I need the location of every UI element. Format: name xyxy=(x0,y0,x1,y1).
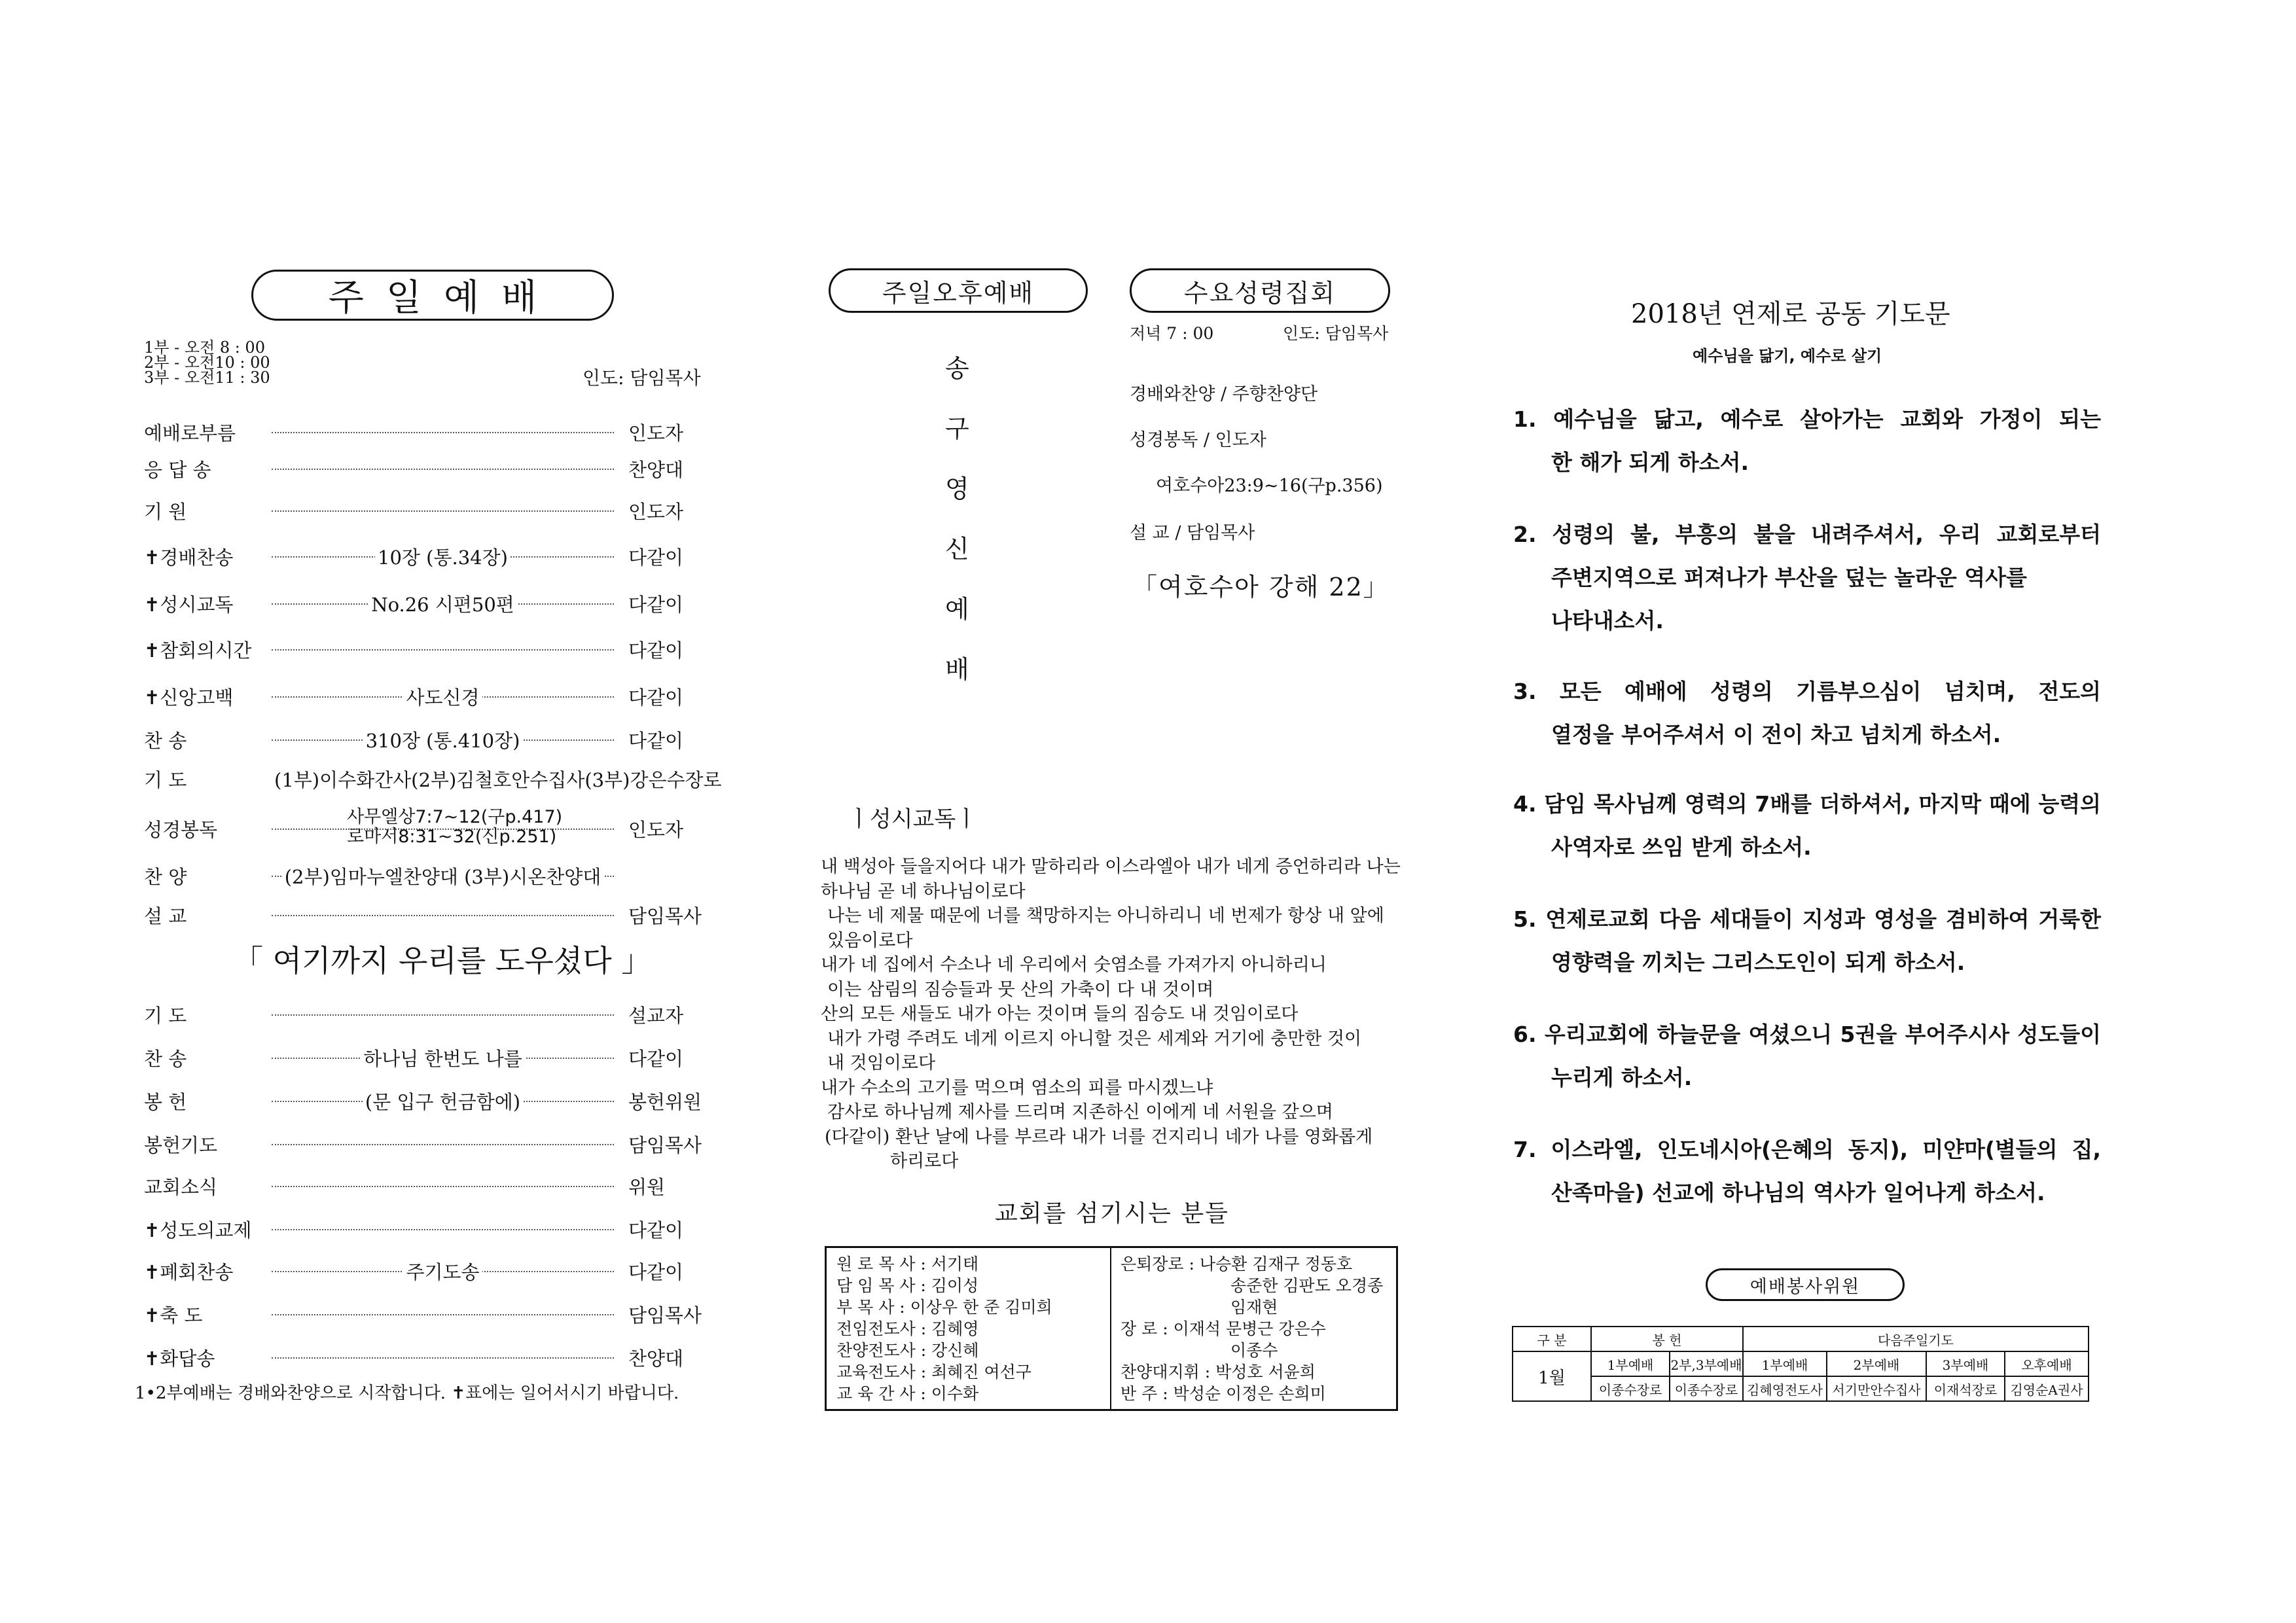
order-label: 응 답 송 xyxy=(144,459,211,481)
duty-subheader: 2부예배 xyxy=(1827,1351,1926,1376)
duty-table xyxy=(1512,1326,2089,1402)
order-row xyxy=(144,1216,726,1242)
order-row xyxy=(144,1088,726,1114)
order-detail xyxy=(272,1088,614,1115)
order-dotted-leader xyxy=(272,1014,614,1016)
duty-title: 예배봉사위원 xyxy=(1749,1276,1861,1297)
order-detail xyxy=(272,766,722,793)
order-role: 다같이 xyxy=(628,1219,684,1241)
order-row xyxy=(144,1258,726,1284)
order-label: ✝경배찬송 xyxy=(144,546,234,569)
order-row xyxy=(144,497,726,524)
reading-line: 내가 가령 주려도 네게 이르지 아니할 것은 세계와 거기에 충만한 것이 xyxy=(827,1028,1362,1049)
staff-entry: 반 주 : 박성순 이정은 손희미 xyxy=(1121,1384,1326,1403)
order-role: 다같이 xyxy=(628,546,684,569)
wednesday-line: 여호수아23:9~16(구p.356) xyxy=(1156,476,1383,496)
duty-subheader: 1부예배 xyxy=(1743,1351,1827,1376)
wednesday-line: 경배와찬양 / 주향찬양단 xyxy=(1130,384,1318,404)
staff-entry: 이종수 xyxy=(1230,1341,1278,1360)
reading-line: 나는 네 제물 때문에 너를 책망하지는 아니하리니 네 번제가 항상 내 앞에 xyxy=(827,906,1384,926)
order-row xyxy=(144,902,726,928)
prayer-item xyxy=(1513,513,2101,643)
order-detail-text: (1부)이수화간사(2부)김철호안수집사(3부)강은수장로 xyxy=(272,769,725,791)
staff-entry: 원 로 목 사 : 서기태 xyxy=(836,1255,979,1274)
order-role: 담임목사 xyxy=(628,1304,702,1327)
order-role: 다같이 xyxy=(628,639,684,662)
footnote: 1•2부예배는 경배와찬양으로 시작합니다. ✝표에는 일어서시기 바랍니다. xyxy=(135,1383,679,1403)
duty-subheader: 2부,3부예배 xyxy=(1670,1351,1743,1376)
duty-name: 서기만안수집사 xyxy=(1827,1376,1926,1401)
prayer-line: 7. 이스라엘, 인도네시아(은혜의 동지), 미얀마(별들의 집, xyxy=(1513,1137,2101,1162)
wednesday-time: 저녁 7 : 00 xyxy=(1130,324,1214,343)
order-row xyxy=(144,1001,726,1027)
order-label: ✝폐회찬송 xyxy=(144,1261,234,1283)
order-detail xyxy=(272,1258,614,1285)
order-row xyxy=(144,1044,726,1071)
order-label: 찬 양 xyxy=(144,866,187,888)
prayer-line: 주변지역으로 퍼져나가 부산을 덮는 놀라운 역사를 xyxy=(1551,565,2027,590)
wednesday-line: 설 교 / 담임목사 xyxy=(1130,523,1255,543)
afternoon-vertical-char: 배 xyxy=(945,655,969,684)
order-label: ✝성시교독 xyxy=(144,594,234,616)
order-label: 기 원 xyxy=(144,501,187,523)
order-label: 찬 송 xyxy=(144,730,187,752)
prayer-item xyxy=(1513,398,2101,484)
staff-entry: 담 임 목 사 : 김이성 xyxy=(836,1276,979,1295)
afternoon-vertical-char: 예 xyxy=(945,595,969,624)
staff-title: 교회를 섬기시는 분들 xyxy=(995,1200,1229,1227)
prayer-line: 열정을 부어주셔서 이 전이 차고 넘치게 하소서. xyxy=(1551,722,2001,747)
wednesday-title: 수요성령집회 xyxy=(1183,278,1336,308)
reading-line: 내 백성아 들을지어다 내가 말하리라 이스라엘아 내가 네게 증언하리라 나는 xyxy=(821,857,1401,877)
staff-entry: 전임전도사 : 김혜영 xyxy=(836,1319,979,1338)
reading-line: 내 것임이로다 xyxy=(827,1053,936,1073)
responsive-reading-title: ㅣ성시교독ㅣ xyxy=(848,806,978,832)
order-row xyxy=(144,1301,726,1327)
order-label: ✝화답송 xyxy=(144,1347,215,1370)
order-role: 찬양대 xyxy=(628,1347,684,1370)
duty-name: 김영순A권사 xyxy=(2005,1376,2089,1401)
afternoon-vertical-char: 송 xyxy=(945,354,969,383)
prayer-line: 6. 우리교회에 하늘문을 여셨으니 5권을 부어주시사 성도들이 xyxy=(1513,1022,2101,1047)
order-role: 찬양대 xyxy=(628,459,684,481)
order-detail xyxy=(347,808,614,847)
order-detail-text: 주기도송 xyxy=(403,1261,482,1283)
staff-entry: 찬양전도사 : 강신혜 xyxy=(836,1341,979,1360)
order-detail-text: 10장 (통.34장) xyxy=(375,546,511,569)
main-worship-title: 주일예배 xyxy=(328,277,560,319)
order-detail-text: 310장 (통.410장) xyxy=(363,730,523,752)
order-detail-line: 로마서8:31~32(신p.251) xyxy=(347,827,557,847)
wednesday-sermon: 「여호수아 강해 22」 xyxy=(1132,573,1390,601)
order-dotted-leader xyxy=(272,1229,614,1230)
duty-name: 김혜영전도사 xyxy=(1743,1376,1827,1401)
wednesday-title-box xyxy=(1130,268,1390,313)
order-row xyxy=(144,636,726,662)
afternoon-vertical-char: 영 xyxy=(945,474,969,503)
staff-entry: 장 로 : 이재석 문병근 강은수 xyxy=(1121,1319,1326,1338)
wednesday-leader: 인도: 담임목사 xyxy=(1283,324,1389,343)
order-dotted-leader xyxy=(272,1144,614,1145)
reading-line: (다같이) 환난 날에 나를 부르라 내가 너를 건지리니 네가 나를 영화롭게 xyxy=(825,1126,1373,1147)
prayer-line: 4. 담임 목사님께 영력의 7배를 더하셔서, 마지막 때에 능력의 xyxy=(1513,791,2101,817)
order-role: 담임목사 xyxy=(628,905,702,927)
order-row xyxy=(144,807,726,847)
prayer-item xyxy=(1513,1128,2101,1215)
afternoon-worship-title: 주일오후예배 xyxy=(882,278,1035,308)
order-row xyxy=(144,1344,726,1370)
duty-subheader: 3부예배 xyxy=(1926,1351,2005,1376)
order-role: 다같이 xyxy=(628,1048,684,1070)
reading-line: 하리로다 xyxy=(890,1151,959,1171)
order-detail-text: 사도신경 xyxy=(403,687,482,709)
order-dotted-leader xyxy=(272,649,614,651)
prayer-title: 2018년 연제로 공동 기도문 xyxy=(1631,299,1950,329)
order-label: 성경봉독 xyxy=(144,819,218,841)
service-time-2: 2부 - 오전10 : 00 xyxy=(144,353,270,372)
order-detail xyxy=(272,726,614,753)
service-times xyxy=(144,340,270,385)
service-time-3: 3부 - 오전11 : 30 xyxy=(144,368,270,387)
order-label: 설 교 xyxy=(144,905,187,927)
order-row xyxy=(144,590,726,616)
staff-entry: 찬양대지휘 : 박성호 서윤희 xyxy=(1121,1363,1316,1382)
staff-entry: 교육전도사 : 최혜진 여선구 xyxy=(836,1363,1031,1382)
main-leader: 인도: 담임목사 xyxy=(583,367,701,389)
duty-header-next-prayer: 다음주일기도 xyxy=(1743,1327,2089,1351)
reading-line: 산의 모든 새들도 내가 아는 것이며 들의 짐승도 내 것임이로다 xyxy=(821,1004,1299,1024)
reading-line: 이는 삼림의 짐승들과 뭇 산의 가축이 다 내 것이며 xyxy=(827,979,1214,1000)
main-worship-title-box xyxy=(251,270,614,321)
staff-entry: 송준한 김판도 오경종 xyxy=(1230,1276,1384,1295)
reading-line: 감사로 하나님께 제사를 드리며 지존하신 이에게 네 서원을 갚으며 xyxy=(827,1102,1333,1122)
prayer-item xyxy=(1513,898,2101,984)
order-row xyxy=(144,419,726,445)
afternoon-worship-title-box xyxy=(829,268,1088,313)
order-role: 봉헌위원 xyxy=(628,1091,702,1113)
afternoon-vertical-char: 신 xyxy=(945,535,969,563)
prayer-item xyxy=(1513,670,2101,757)
duty-header-offering: 봉 헌 xyxy=(1591,1327,1743,1351)
order-row xyxy=(144,726,726,753)
order-detail-text: (문 입구 헌금함에) xyxy=(363,1091,523,1113)
duty-name: 이종수장로 xyxy=(1591,1376,1670,1401)
reading-line: 하나님 곧 네 하나님이로다 xyxy=(821,881,1026,902)
order-dotted-leader xyxy=(272,1186,614,1187)
order-label: 예배로부름 xyxy=(144,422,236,444)
duty-header-category: 구 분 xyxy=(1513,1327,1591,1351)
order-detail xyxy=(272,683,614,710)
prayer-line: 한 해가 되게 하소서. xyxy=(1551,450,1749,475)
order-role: 다같이 xyxy=(628,730,684,752)
prayer-subtitle: 예수님을 닮기, 예수로 살기 xyxy=(1693,347,1882,365)
duty-subheader: 오후예배 xyxy=(2005,1351,2089,1376)
order-dotted-leader xyxy=(272,510,614,512)
prayer-line: 나타내소서. xyxy=(1551,608,1664,633)
order-role: 담임목사 xyxy=(628,1134,702,1156)
order-dotted-leader xyxy=(272,1357,614,1359)
order-dotted-leader xyxy=(272,915,614,916)
order-label: 기 도 xyxy=(144,1005,187,1027)
duty-subheader: 1부예배 xyxy=(1591,1351,1670,1376)
order-role: 위원 xyxy=(628,1176,666,1198)
sermon-title: 「 여기까지 우리를 도우셨다 」 xyxy=(233,943,652,978)
wednesday-line: 성경봉독 / 인도자 xyxy=(1130,430,1266,450)
prayer-line: 5. 연제로교회 다음 세대들이 지성과 영성을 겸비하여 거룩한 xyxy=(1513,906,2101,932)
order-row xyxy=(144,543,726,569)
prayer-line: 산족마을) 선교에 하나님의 역사가 일어나게 하소서. xyxy=(1551,1180,2045,1205)
staff-divider xyxy=(1110,1246,1111,1411)
prayer-item xyxy=(1513,1013,2101,1099)
order-detail-text: No.26 시편50편 xyxy=(368,594,517,616)
order-label: 봉 헌 xyxy=(144,1091,187,1113)
order-label: 교회소식 xyxy=(144,1176,218,1198)
prayer-line: 3. 모든 예배에 성령의 기름부으심이 넘치며, 전도의 xyxy=(1513,679,2101,704)
order-detail xyxy=(272,543,614,570)
duty-title-box xyxy=(1706,1268,1905,1301)
order-detail xyxy=(272,863,614,889)
order-dotted-leader xyxy=(272,1314,614,1315)
order-label: 봉헌기도 xyxy=(144,1134,218,1156)
afternoon-vertical-char: 구 xyxy=(945,414,969,443)
staff-entry: 교 육 간 사 : 이수화 xyxy=(836,1384,979,1403)
prayer-line: 사역자로 쓰임 받게 하소서. xyxy=(1551,834,1812,860)
prayer-line: 누리게 하소서. xyxy=(1551,1065,1693,1090)
order-label: 찬 송 xyxy=(144,1048,187,1070)
order-role: 인도자 xyxy=(628,422,684,444)
order-role: 다같이 xyxy=(628,687,684,709)
reading-line: 있음이로다 xyxy=(827,930,913,951)
order-dotted-leader xyxy=(272,432,614,433)
order-row xyxy=(144,1173,726,1199)
order-label: ✝축 도 xyxy=(144,1304,203,1327)
reading-line: 내가 수소의 고기를 먹으며 염소의 피를 마시겠느냐 xyxy=(821,1077,1213,1098)
prayer-line: 2. 성령의 불, 부흥의 불을 내려주셔서, 우리 교회로부터 xyxy=(1513,522,2101,547)
order-detail-text: (2부)임마누엘찬양대 (3부)시온찬양대 xyxy=(282,866,604,888)
order-detail-line: 사무엘상7:7~12(구p.417) xyxy=(347,807,563,827)
duty-name: 이종수장로 xyxy=(1670,1376,1743,1401)
staff-entry: 부 목 사 : 이상우 한 준 김미희 xyxy=(836,1298,1052,1317)
duty-month: 1월 xyxy=(1513,1351,1591,1401)
order-role: 인도자 xyxy=(628,501,684,523)
prayer-line: 영향력을 끼치는 그리스도인이 되게 하소서. xyxy=(1551,950,1965,975)
reading-line: 내가 네 집에서 수소나 네 우리에서 숫염소를 가져가지 아니하리니 xyxy=(821,955,1327,975)
order-label: ✝성도의교제 xyxy=(144,1219,252,1241)
prayer-line: 1. 예수님을 닮고, 예수로 살아가는 교회와 가정이 되는 xyxy=(1513,406,2101,432)
order-row xyxy=(144,683,726,709)
order-row xyxy=(144,766,726,792)
order-label: 기 도 xyxy=(144,769,187,791)
order-row xyxy=(144,1131,726,1157)
order-role: 다같이 xyxy=(628,594,684,616)
order-label: ✝신앙고백 xyxy=(144,687,234,709)
order-row xyxy=(144,455,726,482)
staff-entry: 은퇴장로 : 나승환 김재구 정동호 xyxy=(1121,1255,1353,1274)
order-detail xyxy=(272,1044,614,1071)
order-role: 다같이 xyxy=(628,1261,684,1283)
duty-name: 이재석장로 xyxy=(1926,1376,2005,1401)
order-detail-text: 하나님 한번도 나를 xyxy=(361,1048,525,1070)
order-row xyxy=(144,863,726,889)
prayer-item xyxy=(1513,783,2101,869)
order-dotted-leader xyxy=(272,469,614,470)
order-role: 설교자 xyxy=(628,1005,684,1027)
order-label: ✝참회의시간 xyxy=(144,639,252,662)
order-role: 인도자 xyxy=(628,819,684,841)
order-detail xyxy=(272,590,614,617)
staff-entry: 임재현 xyxy=(1230,1298,1278,1317)
service-time-1: 1부 - 오전 8 : 00 xyxy=(144,338,265,357)
